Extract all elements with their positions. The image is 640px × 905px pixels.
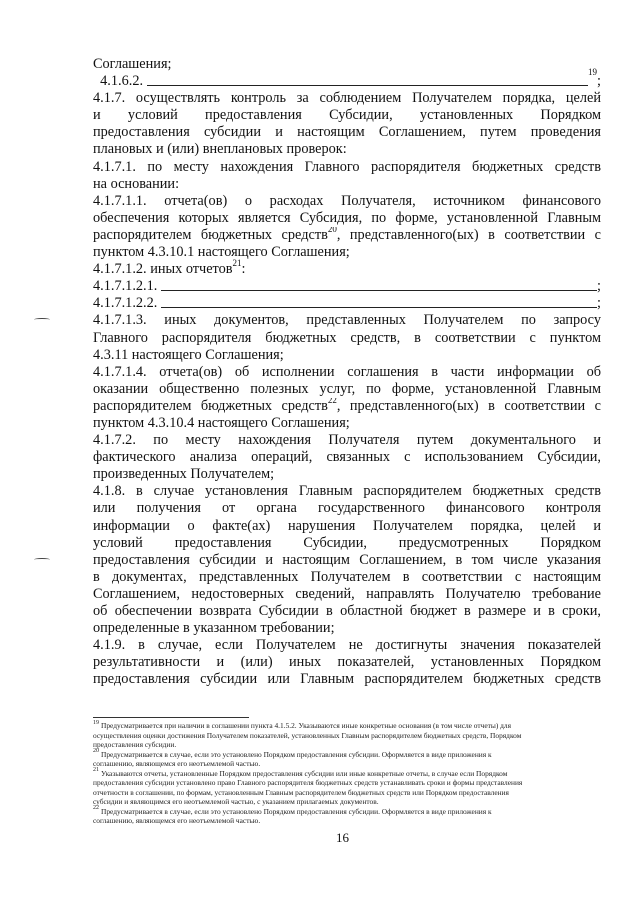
line-text: условий предоставления Субсидии, предусмотренных Порядком: [93, 534, 601, 551]
footnote-line: [93, 807, 605, 817]
text-line: [93, 244, 601, 261]
text-line: [93, 141, 601, 158]
line-text: информации о факте(ах) нарушения Получателем порядка, целей и: [93, 517, 601, 534]
line-text: 4.1.7.1. по месту нахождения Главного распорядителя бюджетных средств: [93, 158, 601, 175]
text-line: [93, 552, 601, 569]
text-line: [93, 159, 601, 176]
footnote-text: соглашению, являющемся его неотъемлемой частью.: [93, 759, 261, 768]
margin-mark: [34, 558, 50, 561]
line-text: предоставления субсидии и настоящим Соглашением, путем проведения: [93, 124, 601, 141]
footnote-line: [93, 740, 605, 750]
line-text: ;: [597, 73, 601, 90]
page-number: 16: [336, 830, 349, 845]
text-line: [93, 620, 601, 637]
text-line: [93, 381, 601, 398]
line-text: Главного распорядителя бюджетных средств, в соответствии с пунктом: [93, 329, 601, 346]
text-line: [93, 654, 601, 671]
line-text: 4.1.7.1.2.1.: [93, 278, 158, 295]
line-text: , представленного(ых) в соответствии с: [336, 397, 601, 414]
text-line: [93, 227, 601, 244]
line-text: , представленного(ых) в соответствии с: [336, 226, 601, 243]
footnote-line: [93, 759, 605, 769]
footnote-text: соглашению, являющемся его неотъемлемой частью.: [93, 816, 261, 825]
text-line: [93, 415, 601, 432]
line-text: ;: [597, 295, 601, 312]
footnote-text: Указываются отчеты, установленные Порядком предоставления субсидии или иные конкретные отчеты, в случае если Порядком: [101, 768, 508, 778]
footnote-line: [93, 788, 605, 798]
text-line: [93, 586, 601, 603]
line-text: 4.1.7.2. по месту нахождения Получателя путем документального и: [93, 432, 601, 449]
text-line: [93, 518, 601, 535]
text-line: [93, 258, 601, 278]
line-text: Соглашения;: [93, 56, 172, 72]
line-text: предоставления субсидии или Главным распорядителем бюджетных средств: [93, 671, 601, 688]
line-text: распорядителем бюджетных средств: [93, 397, 328, 414]
footnote-line: [93, 797, 605, 807]
line-text: :: [241, 261, 246, 278]
blank-fill-line: [161, 278, 597, 291]
footnote-text: предоставления субсидии установлено право Главного распорядителя бюджетных средств устанавливать сроки и формы представления: [93, 778, 523, 787]
footnote-line: [93, 721, 605, 731]
line-text: или получения от органа государственного финансового контроля: [93, 500, 601, 517]
line-text: обеспечения которых является Субсидия, по форме, установленной Главным: [93, 209, 601, 226]
text-line: [93, 107, 601, 124]
line-text: 4.1.7.1.2.2.: [93, 295, 158, 312]
line-text: и условий предоставления Субсидии, установленных Порядком: [93, 107, 601, 124]
text-line: [93, 193, 601, 210]
line-text: результативности и (или) иных показателей, установленных Порядком: [93, 654, 601, 671]
text-line: [93, 330, 601, 347]
text-line: [93, 176, 601, 193]
text-line: [93, 347, 601, 364]
margin-mark: [34, 318, 50, 321]
line-text: 4.1.7. осуществлять контроль за соблюдением Получателем порядка, целей: [93, 90, 601, 107]
line-text: Соглашением, недостоверных сведений, направлять Получателю требование: [93, 585, 601, 602]
line-text: определенные в указанном требовании;: [93, 620, 335, 637]
line-text: об обеспечении возврата Субсидии в областной бюджет в размере и в сроки,: [93, 603, 601, 619]
line-text: оказании общественно полезных услуг, по форме, установленной Главным: [93, 380, 601, 397]
line-text: 4.1.8. в случае установления Главным распорядителем бюджетных средств: [93, 483, 601, 500]
text-line: [93, 603, 601, 620]
text-line: [93, 364, 601, 381]
line-text: 4.1.7.1.4. отчета(ов) об исполнении соглашения в части информации об: [93, 363, 601, 380]
line-text: 4.1.6.2.: [93, 73, 144, 90]
text-line: [93, 466, 601, 483]
line-text: пунктом 4.3.10.1 настоящего Соглашения;: [93, 244, 350, 261]
line-text: 4.3.11 настоящего Соглашения;: [93, 346, 284, 363]
blank-fill-line: [161, 295, 597, 308]
text-line: [93, 124, 601, 141]
text-line: [93, 449, 601, 466]
footnote-line: [93, 731, 605, 741]
footnote-line: [93, 816, 605, 826]
footnote-line: [93, 769, 605, 779]
line-text: пунктом 4.3.10.4 настоящего Соглашения;: [93, 414, 350, 431]
text-line: [93, 483, 601, 500]
line-text: предоставления субсидии и настоящим Соглашением, в том числе указания: [93, 551, 601, 568]
footnote-text: предоставления субсидии.: [93, 740, 177, 749]
line-text: фактического анализа операций, связанных с использованием Субсидии,: [93, 449, 601, 466]
footnote-mark: 19: [93, 719, 99, 726]
line-text: ;: [597, 278, 601, 295]
line-text: в документах, представленных Получателем в соответствии с настоящим: [93, 568, 601, 585]
text-line: [93, 67, 601, 90]
text-line: [93, 295, 601, 312]
footnote-text: Предусматривается в случае, если это установлено Порядком предоставления субсидии. Оформляется в виде приложения к: [101, 749, 492, 759]
line-text: 4.1.7.1.1. отчета(ов) о расходах Получателя, источником финансового: [93, 192, 601, 209]
text-line: [93, 637, 601, 654]
footnote-text: субсидии и являющимся его неотъемлемой частью, с указанием прилагаемых документов.: [93, 797, 379, 806]
text-line: [93, 500, 601, 517]
footnote-divider: [93, 717, 249, 718]
line-text: 4.1.7.1.2. иных отчетов: [93, 261, 233, 278]
footnote-text: осуществления оценки достижения Получателем показателей, установленных Главным распорядителем бюджетных средств, Порядком: [93, 730, 522, 740]
footnote-text: отчетности в соглашении, по формам, установленным Главным распорядителем бюджетных средств или Порядком предоставления: [93, 787, 509, 797]
footnote-text: Предусматривается в случае, если это установлено Порядком предоставления субсидии. Оформляется в виде приложения к: [101, 806, 492, 816]
text-line: [93, 90, 601, 107]
footnote-ref: 20: [327, 226, 337, 235]
body-text: [93, 56, 601, 688]
blank-fill-line: [147, 73, 588, 86]
footnote-mark: 20: [93, 748, 99, 755]
text-line: [93, 398, 601, 415]
text-line: [93, 56, 601, 73]
text-line: [93, 671, 601, 688]
text-line: [93, 210, 601, 227]
text-line: [93, 312, 601, 329]
text-line: [93, 278, 601, 295]
line-text: произведенных Получателем;: [93, 466, 275, 483]
line-text: плановых и (или) внеплановых проверок:: [93, 141, 347, 158]
line-text: на основании:: [93, 175, 180, 192]
line-text: 4.1.9. в случае, если Получателем не достигнуты значения показателей: [93, 637, 601, 654]
footnote-line: [93, 750, 605, 760]
footnote-ref: 21: [232, 258, 242, 269]
text-line: [93, 569, 601, 586]
footnote-mark: 21: [93, 767, 99, 774]
text-line: [93, 432, 601, 449]
line-text: 4.1.7.1.3. иных документов, представленных Получателем по запросу: [93, 312, 601, 329]
line-text: распорядителем бюджетных средств: [93, 226, 328, 243]
footnotes: [93, 721, 605, 826]
text-line: [93, 535, 601, 552]
footnote-mark: 22: [93, 805, 99, 812]
footnote-line: [93, 778, 605, 788]
footnote-text: Предусматривается при наличии в соглашении пункта 4.1.5.2. Указываются иные конкретные основания (в том числе отчеты) для: [101, 721, 511, 730]
footnote-ref: 19: [588, 67, 598, 78]
footnote-ref: 22: [327, 397, 337, 406]
